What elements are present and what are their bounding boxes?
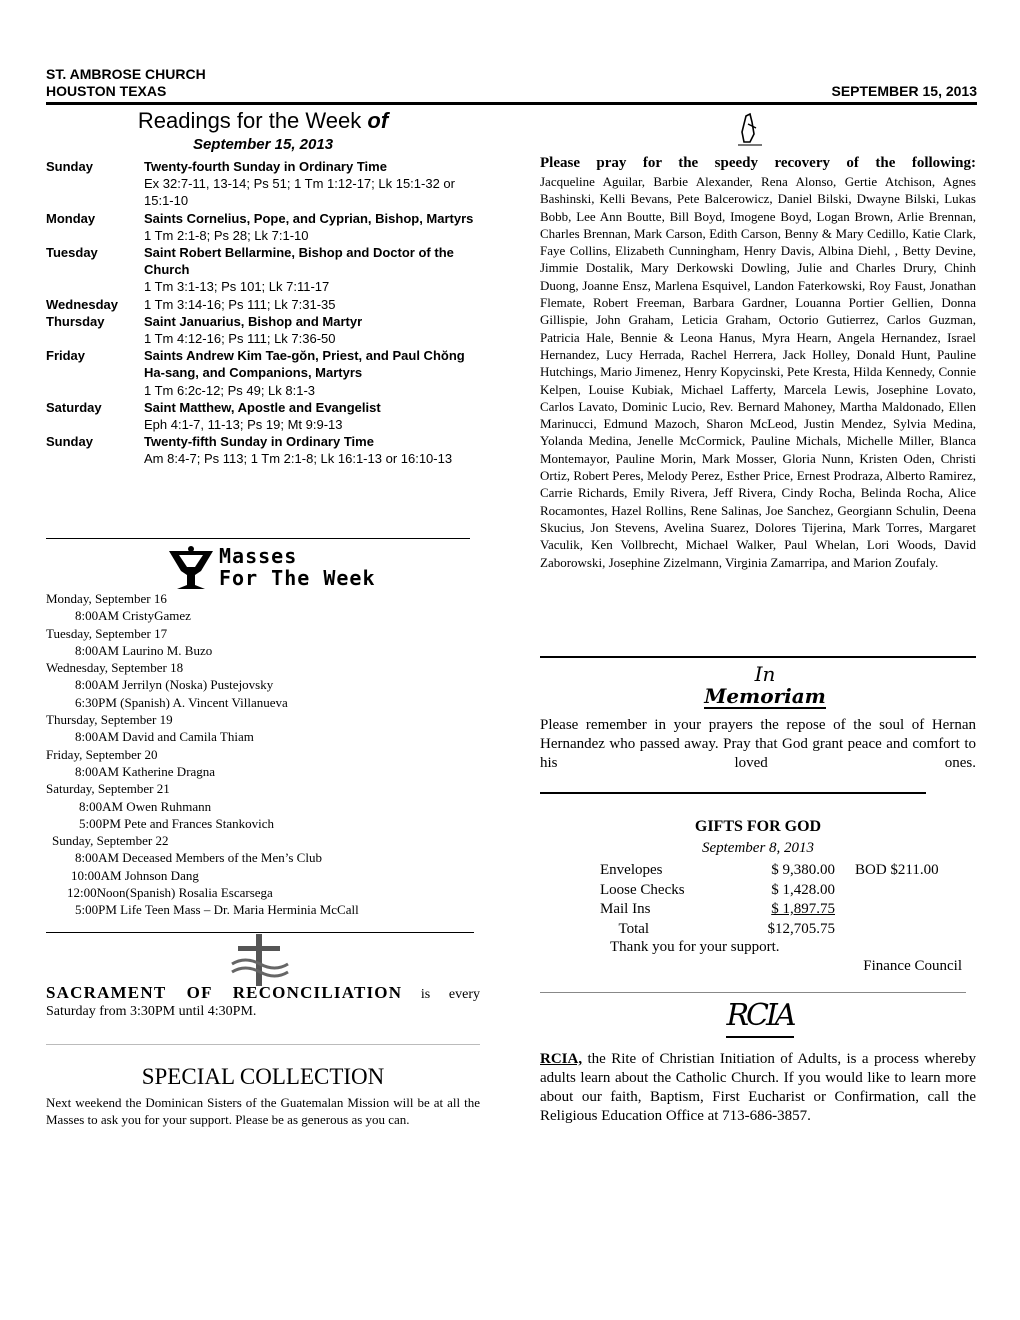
special-collection-title: SPECIAL COLLECTION: [141, 1064, 385, 1089]
prayer-names: Jacqueline Aguilar, Barbie Alexander, Rena Alonso, Gertie Atchison, Agnes Bashinski, Kelli Bevans, Pete Balcerowicz, Daniel Bilski, Dwayne Bilski, Lukas Bobb, Lee Ann Boutte, Bill Boyd, Imogene Boyd, Logan Brown, Arlie Brennan, Charles Brennan, Mark Carson, Edith Carson, Benny & Mary Cedillo, Katie Clark, Faye Collins, Elizabeth Cunningham, Henry Davis, Albina Diehl, , Betty Devine, Jimmie Dostalik, Mary Derkowski Dowling, Julie and Charles Drury, Chinh Duong, Joanne Ensz, Marlena Esquivel, Landon Faterkowski, Roy Faust, Jonathan Flemate, Robert Freeman, Barbara Gardner, Louanna Portier Gellien, Donna Gillispie, John Graham, Leticia Graham, Octorio Gutierrez, Carlos Guzman, Patricia Hale, Bennie & Leona Hanus, Myra Hearn, Angela Hernandez, Israel Hernandez, Lucy Herrada, Rachel Herrera, Jack Holley, Donald Hunt, Pauline Hutchings, Mario Jimenez, Henry Kopycinski, Pete Kresta, Hilda Kennedy, Connie Kelpen, Louise Kubiak, Michael Lafferty, Marcela Lewis, Josephine Lovato, Carlos Lavato, Dominic Lucio, Rev. Bernard Mahoney, Martha Maldonado, Ellen Marinucci, Edmund Mazoch, Sharon McLeod, Justin Mendez, Sylvia Medina, Yolanda Medina, Jenelle McCormick, Pauline Michals, Michelle Miller, Blanca Montemayor, Pauline Morin, Mark Mosser, Gloria Nunn, Kristen Oden, Christi Ortiz, Robert Peres, Melody Perez, Esther Price, Ernest Prodraza, Alberto Ramirez, Carrie Richards, Emily Rivera, Jeff Rivera, Cindy Rocha, Belinda Rocha, Alice Rocamontes, Hazel Rollins, Rene Salinas, Joe Sanchez, Georgiann Schulin, Deena Skucius, Jon Stevens, Avelina Suarez, Dolores Tijerina, Mark Torres, Margaret Vaculik, Ken Vollbrecht, Michael Walker, Paul Whelan, Lori Woods, David Zaborowski, Josephine Zizelmann, Virginia Zamarripa, and Marion Zoufaly.: [540, 174, 976, 570]
gifts-date: September 8, 2013: [701, 840, 815, 856]
reading-day: Thursday: [46, 313, 105, 329]
church-name: ST. AMBROSE CHURCH: [46, 66, 206, 82]
mass-item: 8:00AM Jerrilyn (Noska) Pustejovsky: [75, 677, 274, 693]
rcia-logo: [726, 996, 794, 1042]
reconciliation-head: SACRAMENT OF RECONCILIATION: [46, 983, 403, 1002]
mass-item: 8:00AM Katherine Dragna: [75, 763, 216, 779]
gifts-row: [600, 881, 939, 901]
reading-day: Sunday: [46, 159, 93, 174]
reading-citation: 1 Tm 6:2c-12; Ps 49; Lk 8:1-3: [144, 382, 316, 398]
readings-title-of: of: [367, 108, 389, 133]
cross-icon: [230, 934, 290, 986]
gifts-thanks: Thank you for your support.: [610, 939, 780, 955]
reading-entry: [46, 347, 480, 399]
header-rule: [46, 102, 977, 105]
masses-logo-line2: For The Week: [219, 566, 376, 590]
mass-item: 8:00AM David and Camila Thiam: [75, 729, 254, 745]
mass-item: 8:00AM Laurino M. Buzo: [75, 642, 213, 658]
readings-title-main: Readings for the Week: [137, 108, 362, 133]
reading-day: Wednesday: [46, 296, 119, 312]
reading-day: Sunday: [46, 434, 93, 450]
reading-citation: 1 Tm 2:1-8; Ps 28; Lk 7:1-10: [144, 227, 309, 243]
reconciliation-section: [46, 984, 480, 1020]
reading-entry: [46, 313, 480, 347]
reading-entry: [46, 158, 480, 210]
mass-day: Thursday, September 19: [46, 712, 173, 728]
mass-item: 12:00Noon(Spanish) Rosalia Escarsega: [67, 885, 273, 901]
mass-item: 5:00PM Life Teen Mass – Dr. Maria Herminia McCall: [75, 902, 359, 918]
mass-day: Tuesday, September 17: [46, 625, 168, 641]
gifts-signature: Finance Council: [863, 958, 962, 974]
header-row: [46, 83, 977, 100]
reading-title: Saints Cornelius, Pope, and Cyprian, Bishop, Martyrs: [144, 210, 474, 226]
memoriam-divider: [540, 792, 926, 794]
mass-item: 8:00AM CristyGamez: [75, 608, 191, 624]
memoriam-logo-line1: In: [754, 662, 776, 686]
reading-day: Friday: [46, 348, 86, 364]
reading-day: Tuesday: [46, 245, 98, 261]
gifts-amount: $ 9,380.00: [771, 862, 835, 878]
gifts-amount: $12,705.75: [767, 920, 835, 937]
gifts-amount: $ 1,897.75: [771, 901, 835, 917]
praying-hands-icon: [728, 112, 772, 152]
special-collection-body: Next weekend the Dominican Sisters of the Guatemalan Mission will be at all the Masses to ask you for your support. Please be as generous as you can.: [46, 1095, 480, 1127]
mass-day: Wednesday, September 18: [46, 660, 184, 676]
reading-citation: Am 8:4-7; Ps 113; 1 Tm 2:1-8; Lk 16:1-13 or 16:10-13: [144, 451, 453, 467]
reconciliation-line2: Saturday from 3:30PM until 4:30PM.: [46, 1004, 257, 1019]
chalice-icon: [161, 545, 221, 593]
rcia-body: the Rite of Christian Initiation of Adults, is a process whereby adults learn about the Catholic Church. If you would like to learn more about our faith, Baptism, First Eucharist or Confirmation, call the Religious Education Office at 713-686-3857.: [540, 1051, 976, 1124]
rcia-head: RCIA,: [540, 1051, 583, 1067]
reading-entry: [46, 210, 480, 244]
gifts-label: Mail Ins: [600, 901, 651, 917]
reading-citation: 1 Tm 4:12-16; Ps 111; Lk 7:36-50: [144, 331, 336, 347]
masses-divider: [46, 932, 474, 933]
gifts-extra: BOD $211.00: [855, 862, 939, 878]
mass-item: 10:00AM Johnson Dang: [71, 867, 199, 883]
mass-day: Saturday, September 21: [46, 781, 170, 797]
mass-item: 5:00PM Pete and Frances Stankovich: [79, 815, 274, 831]
prayer-divider: [540, 656, 976, 658]
reading-entry: [46, 296, 480, 313]
mass-day: Sunday, September 22: [52, 833, 169, 849]
reconciliation-divider: [46, 1044, 480, 1045]
gifts-row: [600, 920, 939, 940]
gifts-row: [600, 900, 939, 920]
bulletin-header: [46, 66, 977, 100]
reconciliation-line1: [46, 984, 480, 1003]
reading-day: Monday: [46, 210, 96, 226]
gifts-divider: [540, 992, 966, 993]
reading-citation: 1 Tm 3:1-13; Ps 101; Lk 7:11-17: [144, 279, 330, 295]
gifts-amount: $ 1,428.00: [771, 881, 835, 898]
reconciliation-tail: is every: [420, 987, 480, 1002]
reading-citation: Eph 4:1-7, 11-13; Ps 19; Mt 9:9-13: [144, 417, 343, 433]
memoriam-text: Please remember in your prayers the repose of the soul of Hernan Hernandez who passed away. Pray that God grant peace and comfort to his loved ones.: [540, 717, 976, 771]
readings-date: September 15, 2013: [192, 136, 334, 153]
gifts-row: [600, 861, 939, 881]
reading-entry: [46, 399, 480, 433]
mass-day: Friday, September 20: [46, 746, 158, 762]
reading-title: Saint Robert Bellarmine, Bishop and Doctor of the Church: [144, 245, 454, 278]
rcia-logo-text: RCIA: [726, 996, 794, 1038]
gifts-table: [600, 861, 939, 939]
readings-list: [46, 158, 480, 468]
reading-title: Twenty-fifth Sunday in Ordinary Time: [144, 434, 374, 450]
mass-item: 8:00AM Deceased Members of the Men’s Club: [75, 850, 322, 866]
rcia-text: [540, 1050, 976, 1126]
readings-title: [46, 108, 480, 134]
reading-title: Saint Matthew, Apostle and Evangelist: [144, 399, 381, 415]
mass-item: 8:00AM Owen Ruhmann: [79, 798, 212, 814]
readings-divider: [46, 538, 470, 539]
memoriam-logo: [690, 663, 840, 713]
reading-title: Saints Andrew Kim Tae-gŏn, Priest, and Paul Chŏng Ha-sang, and Companions, Martyrs: [144, 348, 465, 381]
gifts-label: Total: [600, 920, 650, 937]
mass-day: Monday, September 16: [46, 591, 167, 606]
masses-list: [46, 590, 480, 919]
gifts-label: Loose Checks: [600, 881, 685, 898]
masses-logo-line1: Masses: [219, 544, 298, 568]
reading-title: Twenty-fourth Sunday in Ordinary Time: [144, 159, 387, 174]
reading-title: Saint Januarius, Bishop and Martyr: [144, 313, 363, 329]
reading-citation: 1 Tm 3:14-16; Ps 111; Lk 7:31-35: [144, 296, 336, 312]
gifts-label: Envelopes: [600, 862, 663, 878]
reading-citation: Ex 32:7-11, 13-14; Ps 51; 1 Tm 1:12-17; Lk 15:1-32 or 15:1-10: [144, 176, 455, 209]
mass-item: 6:30PM (Spanish) A. Vincent Villanueva: [75, 694, 288, 710]
memoriam-logo-line2: Memoriam: [704, 684, 826, 708]
reading-day: Saturday: [46, 399, 102, 415]
masses-logo: [161, 545, 401, 595]
gifts-title: GIFTS FOR GOD: [694, 818, 822, 835]
prayer-heading: Please pray for the speedy recovery of the following:: [540, 155, 976, 171]
reading-entry: [46, 433, 480, 467]
church-city: HOUSTON TEXAS: [46, 83, 167, 99]
reading-entry: [46, 244, 480, 296]
bulletin-date: SEPTEMBER 15, 2013: [831, 83, 977, 99]
